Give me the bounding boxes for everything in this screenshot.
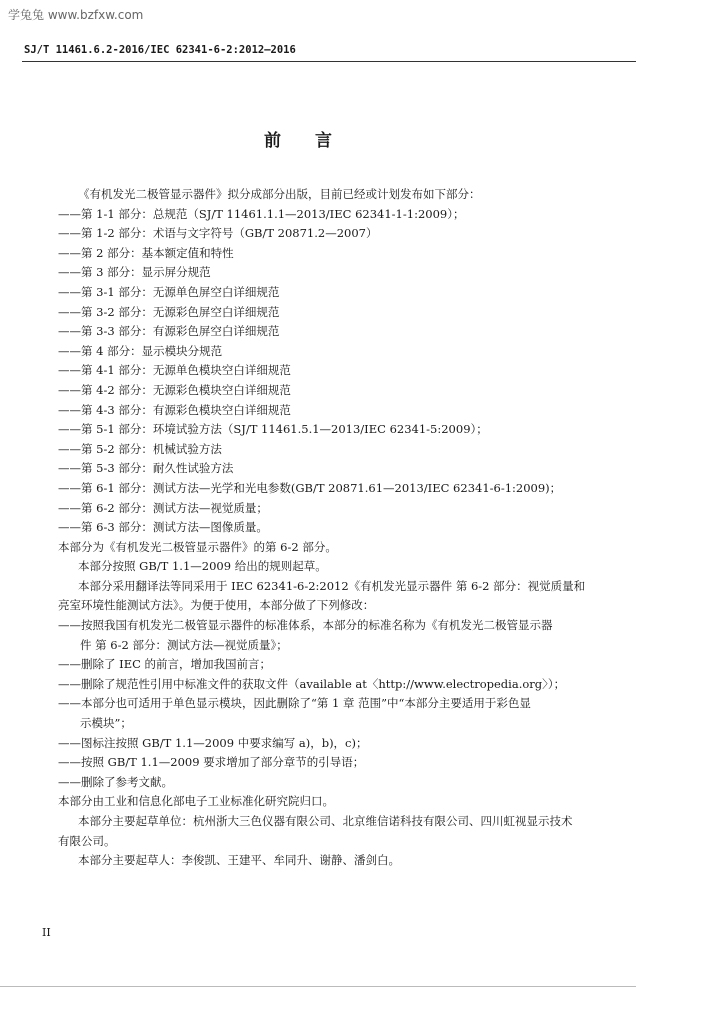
paragraph-line: 《有机发光二极管显示器件》拟分成部分出版，目前已经或计划发布如下部分： — [78, 187, 481, 201]
list-item: ——按照 GB/T 1.1—2009 要求增加了部分章节的引导语； — [58, 755, 365, 770]
list-item: ——本部分也可适用于单色显示模块，因此删除了“第 1 章 范围”中“本部分主要适用于彩色显 — [58, 696, 531, 711]
paragraph-line: 本部分主要起草人：李俊凯、王建平、牟同升、谢静、潘剑白。 — [78, 853, 400, 868]
paragraph-line: 本部分采用翻译法等同采用于 IEC 62341-6-2:2012《有机发光显示器件 第 6-2 部分：视觉质量和 — [78, 578, 586, 593]
list-item: ——第 6-3 部分：测试方法—图像质量。 — [58, 520, 268, 535]
list-item: ——第 5-2 部分：机械试验方法 — [58, 441, 222, 456]
page-number: II — [42, 926, 51, 939]
page-bottom-edge — [0, 986, 636, 987]
list-item: ——第 3-1 部分：无源单色屏空白详细规范 — [58, 284, 280, 299]
list-item: ——第 3-3 部分：有源彩色屏空白详细规范 — [58, 324, 280, 339]
list-item: ——第 2 部分：基本额定值和特性 — [58, 245, 234, 260]
paragraph-line: 本部分为《有机发光二极管显示器件》的第 6-2 部分。 — [58, 539, 337, 554]
list-item: ——删除了 IEC 的前言，增加我国前言； — [58, 657, 272, 672]
list-item: ——删除了参考文献。 — [58, 774, 173, 789]
page-title: 前言 — [264, 131, 366, 151]
list-item: ——第 4-2 部分：无源彩色模块空白详细规范 — [58, 382, 291, 397]
paragraph-line: 本部分按照 GB/T 1.1—2009 给出的规则起草。 — [78, 559, 327, 574]
list-item: ——第 3-2 部分：无源彩色屏空白详细规范 — [58, 304, 280, 319]
list-item-continuation: 示模块”； — [80, 716, 132, 731]
list-item: ——图标注按照 GB/T 1.1—2009 中要求编写 a)，b)，c)； — [58, 735, 368, 750]
paragraph-line: 本部分由工业和信息化部电子工业标准化研究院归口。 — [58, 794, 334, 809]
list-item: ——第 4-3 部分：有源彩色模块空白详细规范 — [58, 402, 291, 417]
list-item: ——按照我国有机发光二极管显示器件的标准体系，本部分的标准名称为《有机发光二极管显示器 — [58, 618, 553, 633]
list-item: ——第 5-3 部分：耐久性试验方法 — [58, 461, 234, 476]
list-item: ——第 4 部分：显示模块分规范 — [58, 343, 223, 358]
list-item: ——第 5-1 部分：环境试验方法（SJ/T 11461.5.1—2013/IEC 62341-5:2009）； — [58, 422, 488, 437]
watermark-text: 学兔兔 www.bzfxw.com — [8, 8, 144, 22]
list-item: ——第 1-1 部分：总规范（SJ/T 11461.1.1—2013/IEC 62341-1-1:2009）； — [58, 206, 465, 221]
list-item-continuation: 件 第 6-2 部分：测试方法—视觉质量》； — [80, 637, 288, 652]
paragraph-line: 本部分主要起草单位：杭州浙大三色仪器有限公司、北京维信诺科技有限公司、四川虹视显示技术 — [78, 814, 573, 828]
list-item: ——第 6-1 部分：测试方法—光学和光电参数(GB/T 20871.61—2013/IEC 62341-6-1:2009)； — [58, 480, 562, 495]
header-divider — [22, 61, 636, 62]
standard-number-header: SJ/T 11461.6.2-2016/IEC 62341-6-2:2012—2016 — [24, 44, 296, 56]
paragraph-line: 亮室环境性能测试方法》。为便于使用，本部分做了下列修改： — [58, 598, 375, 613]
list-item: ——第 1-2 部分：术语与文字符号（GB/T 20871.2—2007） — [58, 226, 378, 241]
list-item: ——删除了规范性引用中标准文件的获取文件（available at〈http://www.electropedia.org〉）； — [58, 676, 566, 691]
foreword-body — [58, 185, 618, 871]
list-item: ——第 6-2 部分：测试方法—视觉质量； — [58, 500, 268, 515]
paragraph-line: 有限公司。 — [58, 833, 116, 848]
list-item: ——第 4-1 部分：无源单色模块空白详细规范 — [58, 363, 291, 378]
list-item: ——第 3 部分：显示屏分规范 — [58, 265, 211, 280]
